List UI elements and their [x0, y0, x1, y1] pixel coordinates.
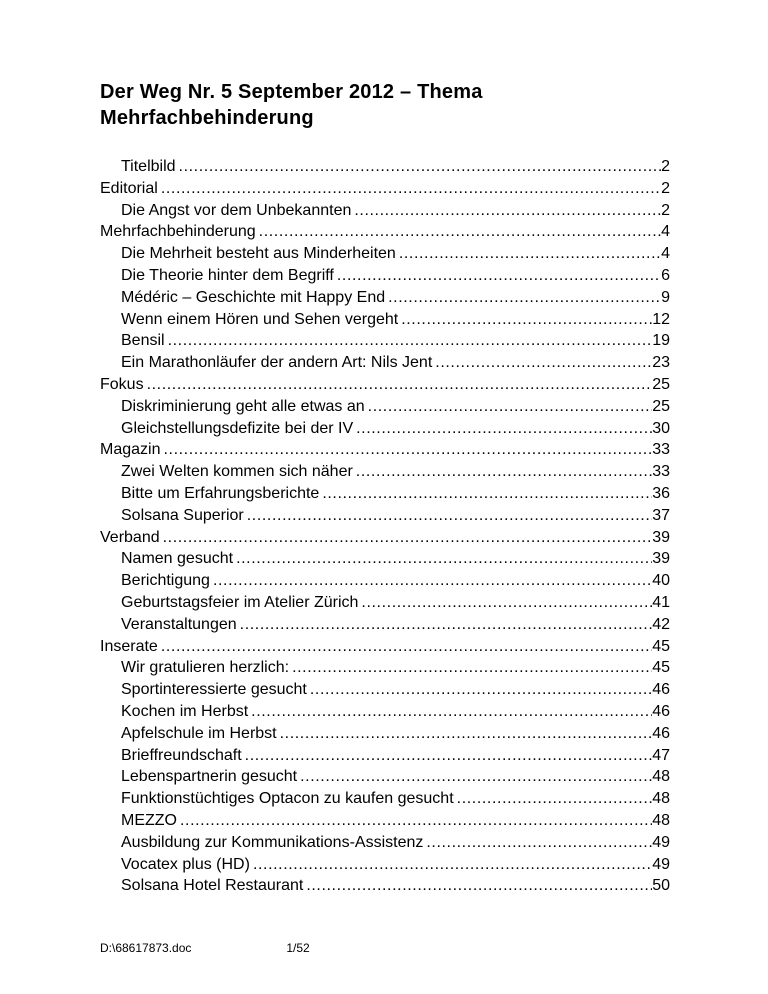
toc-entry-label: Brieffreundschaft	[121, 746, 242, 764]
toc-entry-label: Namen gesucht	[121, 550, 234, 568]
toc-entry[interactable]	[100, 788, 670, 810]
page-content	[100, 79, 670, 897]
footer-page-indicator: 1/52	[286, 941, 310, 955]
toc-entry[interactable]	[100, 221, 670, 243]
toc-page-number: 39	[652, 550, 670, 568]
toc-leader-dots	[289, 657, 652, 679]
toc-leader-dots	[242, 745, 653, 767]
toc-entry[interactable]	[100, 461, 670, 483]
toc-page-number: 48	[652, 790, 670, 808]
toc-entry[interactable]	[100, 548, 670, 570]
toc-entry[interactable]	[100, 527, 670, 549]
toc-entry[interactable]	[100, 330, 670, 352]
toc-page-number: 47	[652, 746, 670, 764]
toc-entry[interactable]	[100, 723, 670, 745]
toc-entry[interactable]	[100, 178, 670, 200]
toc-page-number: 2	[661, 179, 670, 197]
toc-page-number: 46	[652, 724, 670, 742]
toc-leader-dots	[165, 330, 653, 352]
toc-entry[interactable]	[100, 636, 670, 658]
toc-page-number: 12	[652, 310, 670, 328]
toc-entry-label: Bensil	[121, 332, 165, 350]
toc-entry-label: Gleichstellungsdefizite bei der IV	[121, 419, 354, 437]
toc-entry[interactable]	[100, 614, 670, 636]
toc-leader-dots	[351, 200, 661, 222]
toc-page-number: 40	[652, 572, 670, 590]
toc-leader-dots	[398, 309, 652, 331]
toc-leader-dots	[432, 352, 652, 374]
toc-page-number: 46	[652, 702, 670, 720]
toc-entry[interactable]	[100, 265, 670, 287]
toc-leader-dots	[396, 243, 661, 265]
toc-entry[interactable]	[100, 505, 670, 527]
toc-entry[interactable]	[100, 570, 670, 592]
toc-entry[interactable]	[100, 483, 670, 505]
toc-leader-dots	[454, 788, 653, 810]
toc-entry[interactable]	[100, 875, 670, 897]
toc-entry-label: Berichtigung	[121, 572, 210, 590]
toc-entry-label: Sportinteressierte gesucht	[121, 681, 307, 699]
toc-leader-dots	[385, 287, 661, 309]
toc-entry-label: Apfelschule im Herbst	[121, 724, 277, 742]
toc-page-number: 9	[661, 288, 670, 306]
toc-page-number: 45	[652, 637, 670, 655]
toc-entry[interactable]	[100, 374, 670, 396]
toc-entry-label: Inserate	[100, 637, 158, 655]
toc-leader-dots	[358, 592, 652, 614]
page-footer	[100, 941, 310, 955]
toc-entry-label: MEZZO	[121, 811, 177, 829]
toc-entry[interactable]	[100, 854, 670, 876]
toc-page-number: 42	[652, 615, 670, 633]
toc-page-number: 48	[652, 768, 670, 786]
toc-entry[interactable]	[100, 766, 670, 788]
toc-entry-label: Médéric – Geschichte mit Happy End	[121, 288, 386, 306]
toc-entry-label: Ausbildung zur Kommunikations-Assistenz	[121, 833, 424, 851]
document-title	[100, 79, 670, 131]
toc-entry[interactable]	[100, 745, 670, 767]
toc-entry-label: Wir gratulieren herzlich:	[121, 659, 290, 677]
toc-entry[interactable]	[100, 592, 670, 614]
toc-entry-label: Verband	[100, 528, 160, 546]
toc-entry[interactable]	[100, 701, 670, 723]
toc-entry-label: Titelbild	[121, 158, 176, 175]
toc-page-number: 19	[652, 332, 670, 350]
toc-entry-label: Editorial	[100, 179, 158, 197]
toc-entry[interactable]	[100, 287, 670, 309]
toc-entry-label: Bitte um Erfahrungsberichte	[121, 484, 320, 502]
toc-leader-dots	[233, 548, 652, 570]
toc-leader-dots	[144, 374, 653, 396]
toc-page-number: 41	[652, 593, 670, 611]
toc-leader-dots	[158, 178, 661, 200]
toc-entry[interactable]	[100, 156, 670, 178]
toc-leader-dots	[334, 265, 661, 287]
toc-entry[interactable]	[100, 832, 670, 854]
toc-leader-dots	[244, 505, 652, 527]
toc-entry-label: Die Theorie hinter dem Begriff	[121, 266, 334, 284]
toc-leader-dots	[160, 439, 652, 461]
toc-leader-dots	[160, 527, 653, 549]
toc-entry[interactable]	[100, 418, 670, 440]
toc-entry-label: Ein Marathonläufer der andern Art: Nils Jent	[121, 354, 433, 372]
toc-page-number: 4	[661, 223, 670, 241]
toc-page-number: 37	[652, 506, 670, 524]
toc-entry-label: Zwei Welten kommen sich näher	[121, 463, 353, 481]
toc-entry-label: Diskriminierung geht alle etwas an	[121, 397, 365, 415]
toc-entry[interactable]	[100, 810, 670, 832]
toc-page-number: 33	[652, 463, 670, 481]
toc-leader-dots	[177, 810, 652, 832]
toc-entry-label: Magazin	[100, 441, 161, 459]
toc-page-number: 2	[661, 201, 670, 219]
toc-page-number: 50	[652, 877, 670, 895]
toc-page-number: 39	[652, 528, 670, 546]
toc-page-number: 49	[652, 855, 670, 873]
toc-page-number: 49	[652, 833, 670, 851]
toc-leader-dots	[353, 418, 652, 440]
toc-entry-label: Vocatex plus (HD)	[121, 855, 250, 873]
toc-leader-dots	[277, 723, 653, 745]
toc-entry-label: Die Mehrheit besteht aus Minderheiten	[121, 245, 396, 263]
toc-entry-label: Fokus	[100, 375, 144, 393]
toc-entry-label: Solsana Superior	[121, 506, 244, 524]
toc-page-number: 36	[652, 484, 670, 502]
toc-page-number: 4	[661, 245, 670, 263]
toc-page-number: 25	[652, 397, 670, 415]
toc-leader-dots	[423, 832, 652, 854]
toc-page-number: 48	[652, 811, 670, 829]
toc-entry[interactable]	[100, 439, 670, 461]
toc-entry[interactable]	[100, 396, 670, 418]
toc-entry[interactable]	[100, 243, 670, 265]
toc-page-number: 25	[652, 375, 670, 393]
toc-leader-dots	[353, 461, 652, 483]
toc-page-number: 23	[652, 354, 670, 372]
toc-leader-dots	[176, 156, 662, 178]
toc-leader-dots	[250, 854, 652, 876]
toc-entry[interactable]	[100, 657, 670, 679]
footer-file-path: D:\68617873.doc	[100, 941, 192, 955]
toc-leader-dots	[237, 614, 653, 636]
toc-leader-dots	[307, 679, 652, 701]
toc-entry[interactable]	[100, 309, 670, 331]
toc-page-number: 30	[652, 419, 670, 437]
toc-leader-dots	[319, 483, 652, 505]
toc-entry-label: Lebenspartnerin gesucht	[121, 768, 298, 786]
toc-entry-label: Solsana Hotel Restaurant	[121, 877, 304, 895]
toc-page-number: 46	[652, 681, 670, 699]
document-title-line2: Mehrfachbehinderung	[100, 107, 314, 129]
toc-page-number: 45	[652, 659, 670, 677]
toc-leader-dots	[158, 636, 652, 658]
document-title-line1: Der Weg Nr. 5 September 2012 – Thema	[100, 81, 483, 103]
toc-entry[interactable]	[100, 679, 670, 701]
toc-leader-dots	[365, 396, 653, 418]
table-of-contents	[100, 156, 670, 897]
toc-entry-label: Kochen im Herbst	[121, 702, 249, 720]
toc-entry-label: Mehrfachbehinderung	[100, 223, 256, 241]
toc-entry-label: Wenn einem Hören und Sehen vergeht	[121, 310, 399, 328]
toc-leader-dots	[256, 221, 661, 243]
toc-entry-label: Funktionstüchtiges Optacon zu kaufen gesucht	[121, 790, 454, 808]
toc-leader-dots	[248, 701, 652, 723]
toc-entry[interactable]	[100, 352, 670, 374]
toc-entry-label: Die Angst vor dem Unbekannten	[121, 201, 352, 219]
toc-page-number: 2	[661, 158, 670, 175]
toc-leader-dots	[297, 766, 652, 788]
toc-entry-label: Veranstaltungen	[121, 615, 237, 633]
toc-entry-label: Geburtstagsfeier im Atelier Zürich	[121, 593, 359, 611]
toc-page-number: 6	[661, 266, 670, 284]
toc-page-number: 33	[652, 441, 670, 459]
toc-leader-dots	[303, 875, 652, 897]
toc-entry[interactable]	[100, 200, 670, 222]
toc-leader-dots	[210, 570, 652, 592]
